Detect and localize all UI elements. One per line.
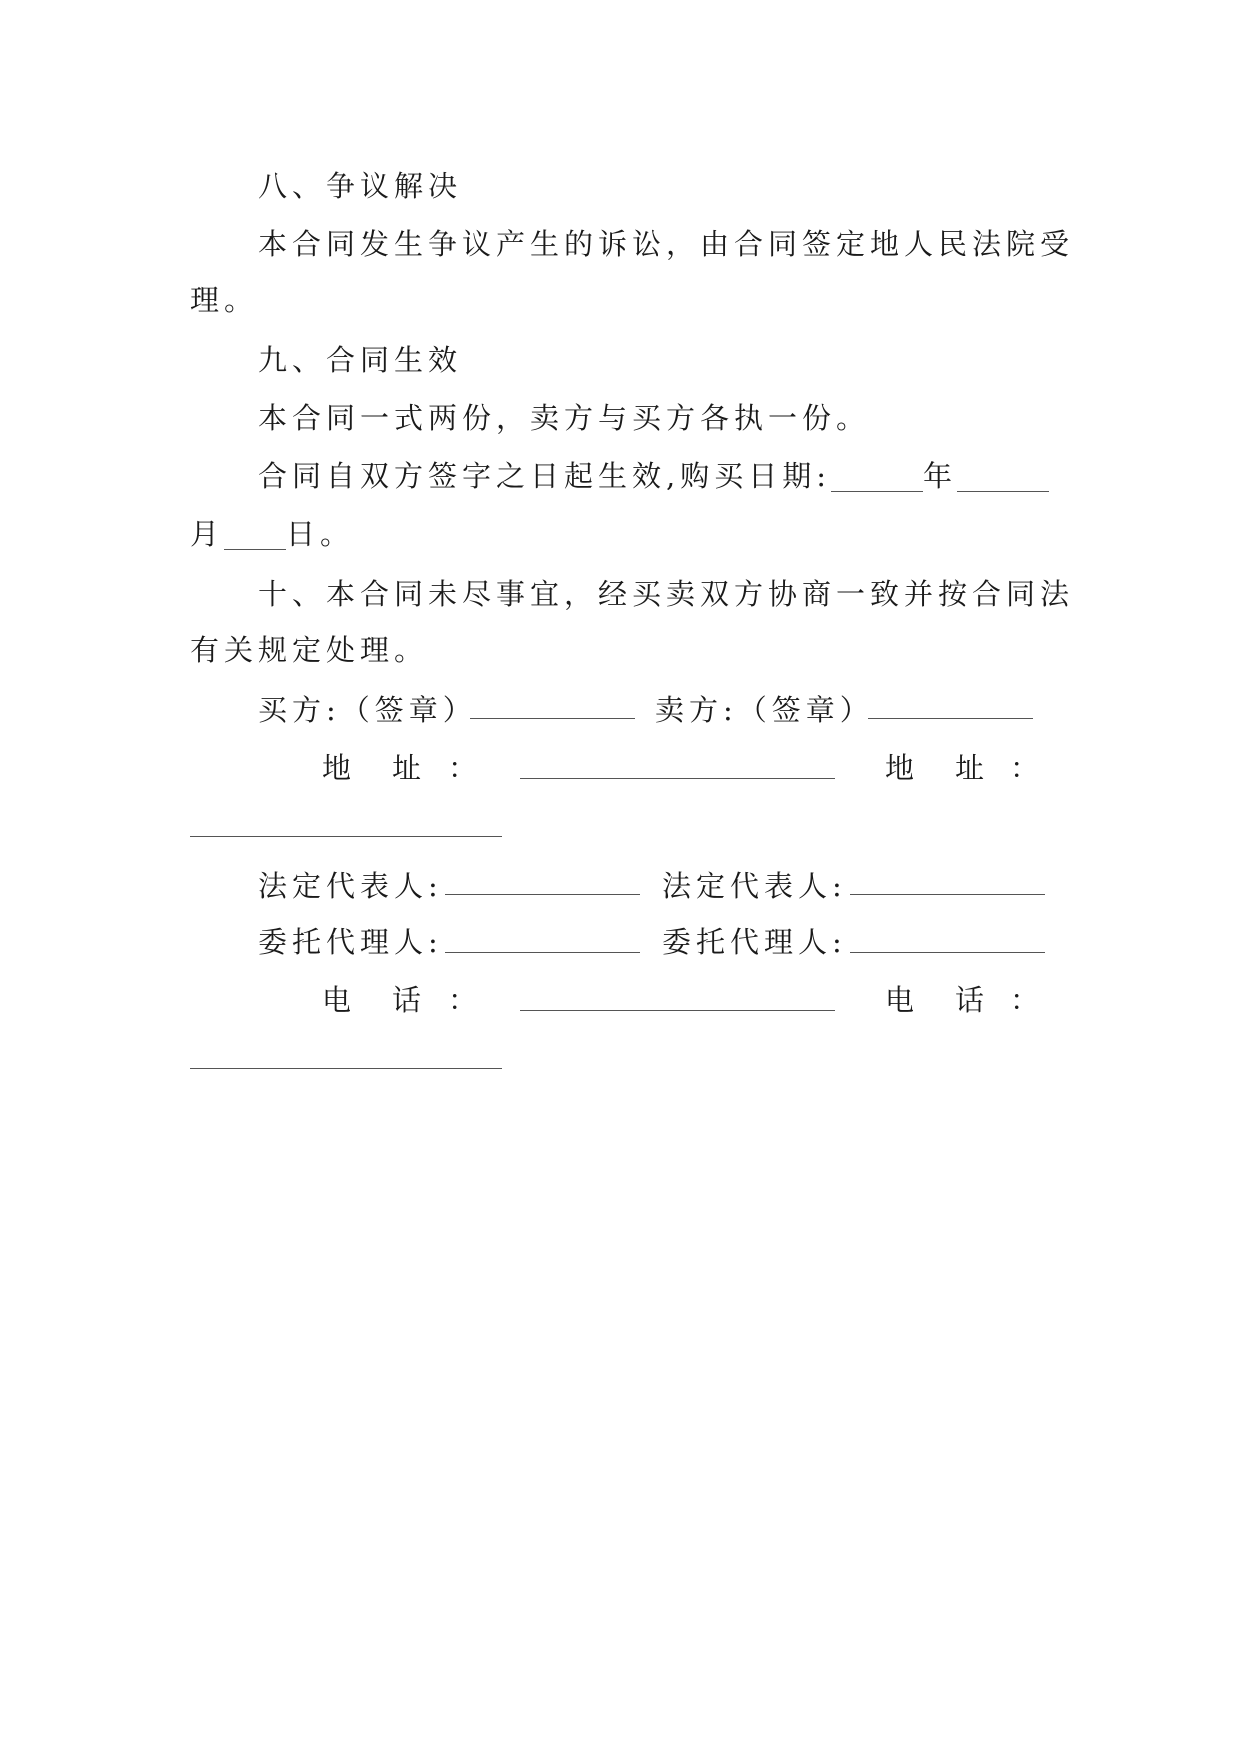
effective-date-line xyxy=(258,456,1049,496)
buyer-address-char1: 地 xyxy=(322,751,352,785)
year-blank[interactable] xyxy=(831,463,923,492)
buyer-phone-colon: ： xyxy=(448,983,478,1017)
buyer-phone-blank[interactable] xyxy=(520,1010,835,1011)
seller-agent-label: 委托代理人: xyxy=(662,925,847,959)
year-label: 年 xyxy=(923,459,958,493)
seller-address-char1: 地 xyxy=(885,751,915,785)
seller-address-char2: 址 xyxy=(955,751,985,785)
section-10-line1: 十、本合同未尽事宜，经买卖双方协商一致并按合同法 xyxy=(258,577,1075,611)
seller-seal-blank[interactable] xyxy=(868,718,1033,719)
seller-agent-blank[interactable] xyxy=(850,952,1045,953)
month-label: 月 xyxy=(190,517,225,551)
seller-address-blank[interactable] xyxy=(190,836,502,837)
section-8-body-line2: 理。 xyxy=(190,283,259,317)
day-label: 日。 xyxy=(286,517,355,551)
seller-seal-label: 卖方:（签章） xyxy=(655,693,874,727)
buyer-agent-label: 委托代理人: xyxy=(258,925,443,959)
section-8-heading: 八、争议解决 xyxy=(258,169,463,203)
buyer-legal-rep-blank[interactable] xyxy=(445,894,640,895)
seller-legal-rep-blank[interactable] xyxy=(850,894,1045,895)
buyer-seal-blank[interactable] xyxy=(470,718,635,719)
buyer-agent-blank[interactable] xyxy=(445,952,640,953)
seller-phone-char1: 电 xyxy=(885,983,915,1017)
buyer-address-char2: 址 xyxy=(392,751,422,785)
section-9-heading: 九、合同生效 xyxy=(258,343,463,377)
buyer-legal-rep-label: 法定代表人: xyxy=(258,869,443,903)
section-9-body-line1: 本合同一式两份，卖方与买方各执一份。 xyxy=(258,401,871,435)
effective-date-text: 合同自双方签字之日起生效,购买日期: xyxy=(258,459,831,493)
month-day-line xyxy=(190,514,354,554)
seller-address-colon: ： xyxy=(1010,751,1040,785)
buyer-seal-label: 买方:（签章） xyxy=(258,693,477,727)
buyer-address-colon: ： xyxy=(448,751,478,785)
section-8-body-line1: 本合同发生争议产生的诉讼，由合同签定地人民法院受 xyxy=(258,227,1075,261)
seller-legal-rep-label: 法定代表人: xyxy=(662,869,847,903)
seller-phone-colon: ： xyxy=(1010,983,1040,1017)
buyer-address-blank[interactable] xyxy=(520,778,835,779)
month-blank-1[interactable] xyxy=(957,463,1049,492)
day-blank[interactable] xyxy=(224,521,286,550)
seller-phone-char2: 话 xyxy=(955,983,985,1017)
section-10-line2: 有关规定处理。 xyxy=(190,633,429,667)
seller-phone-blank[interactable] xyxy=(190,1068,502,1069)
buyer-phone-char2: 话 xyxy=(392,983,422,1017)
buyer-phone-char1: 电 xyxy=(322,983,352,1017)
